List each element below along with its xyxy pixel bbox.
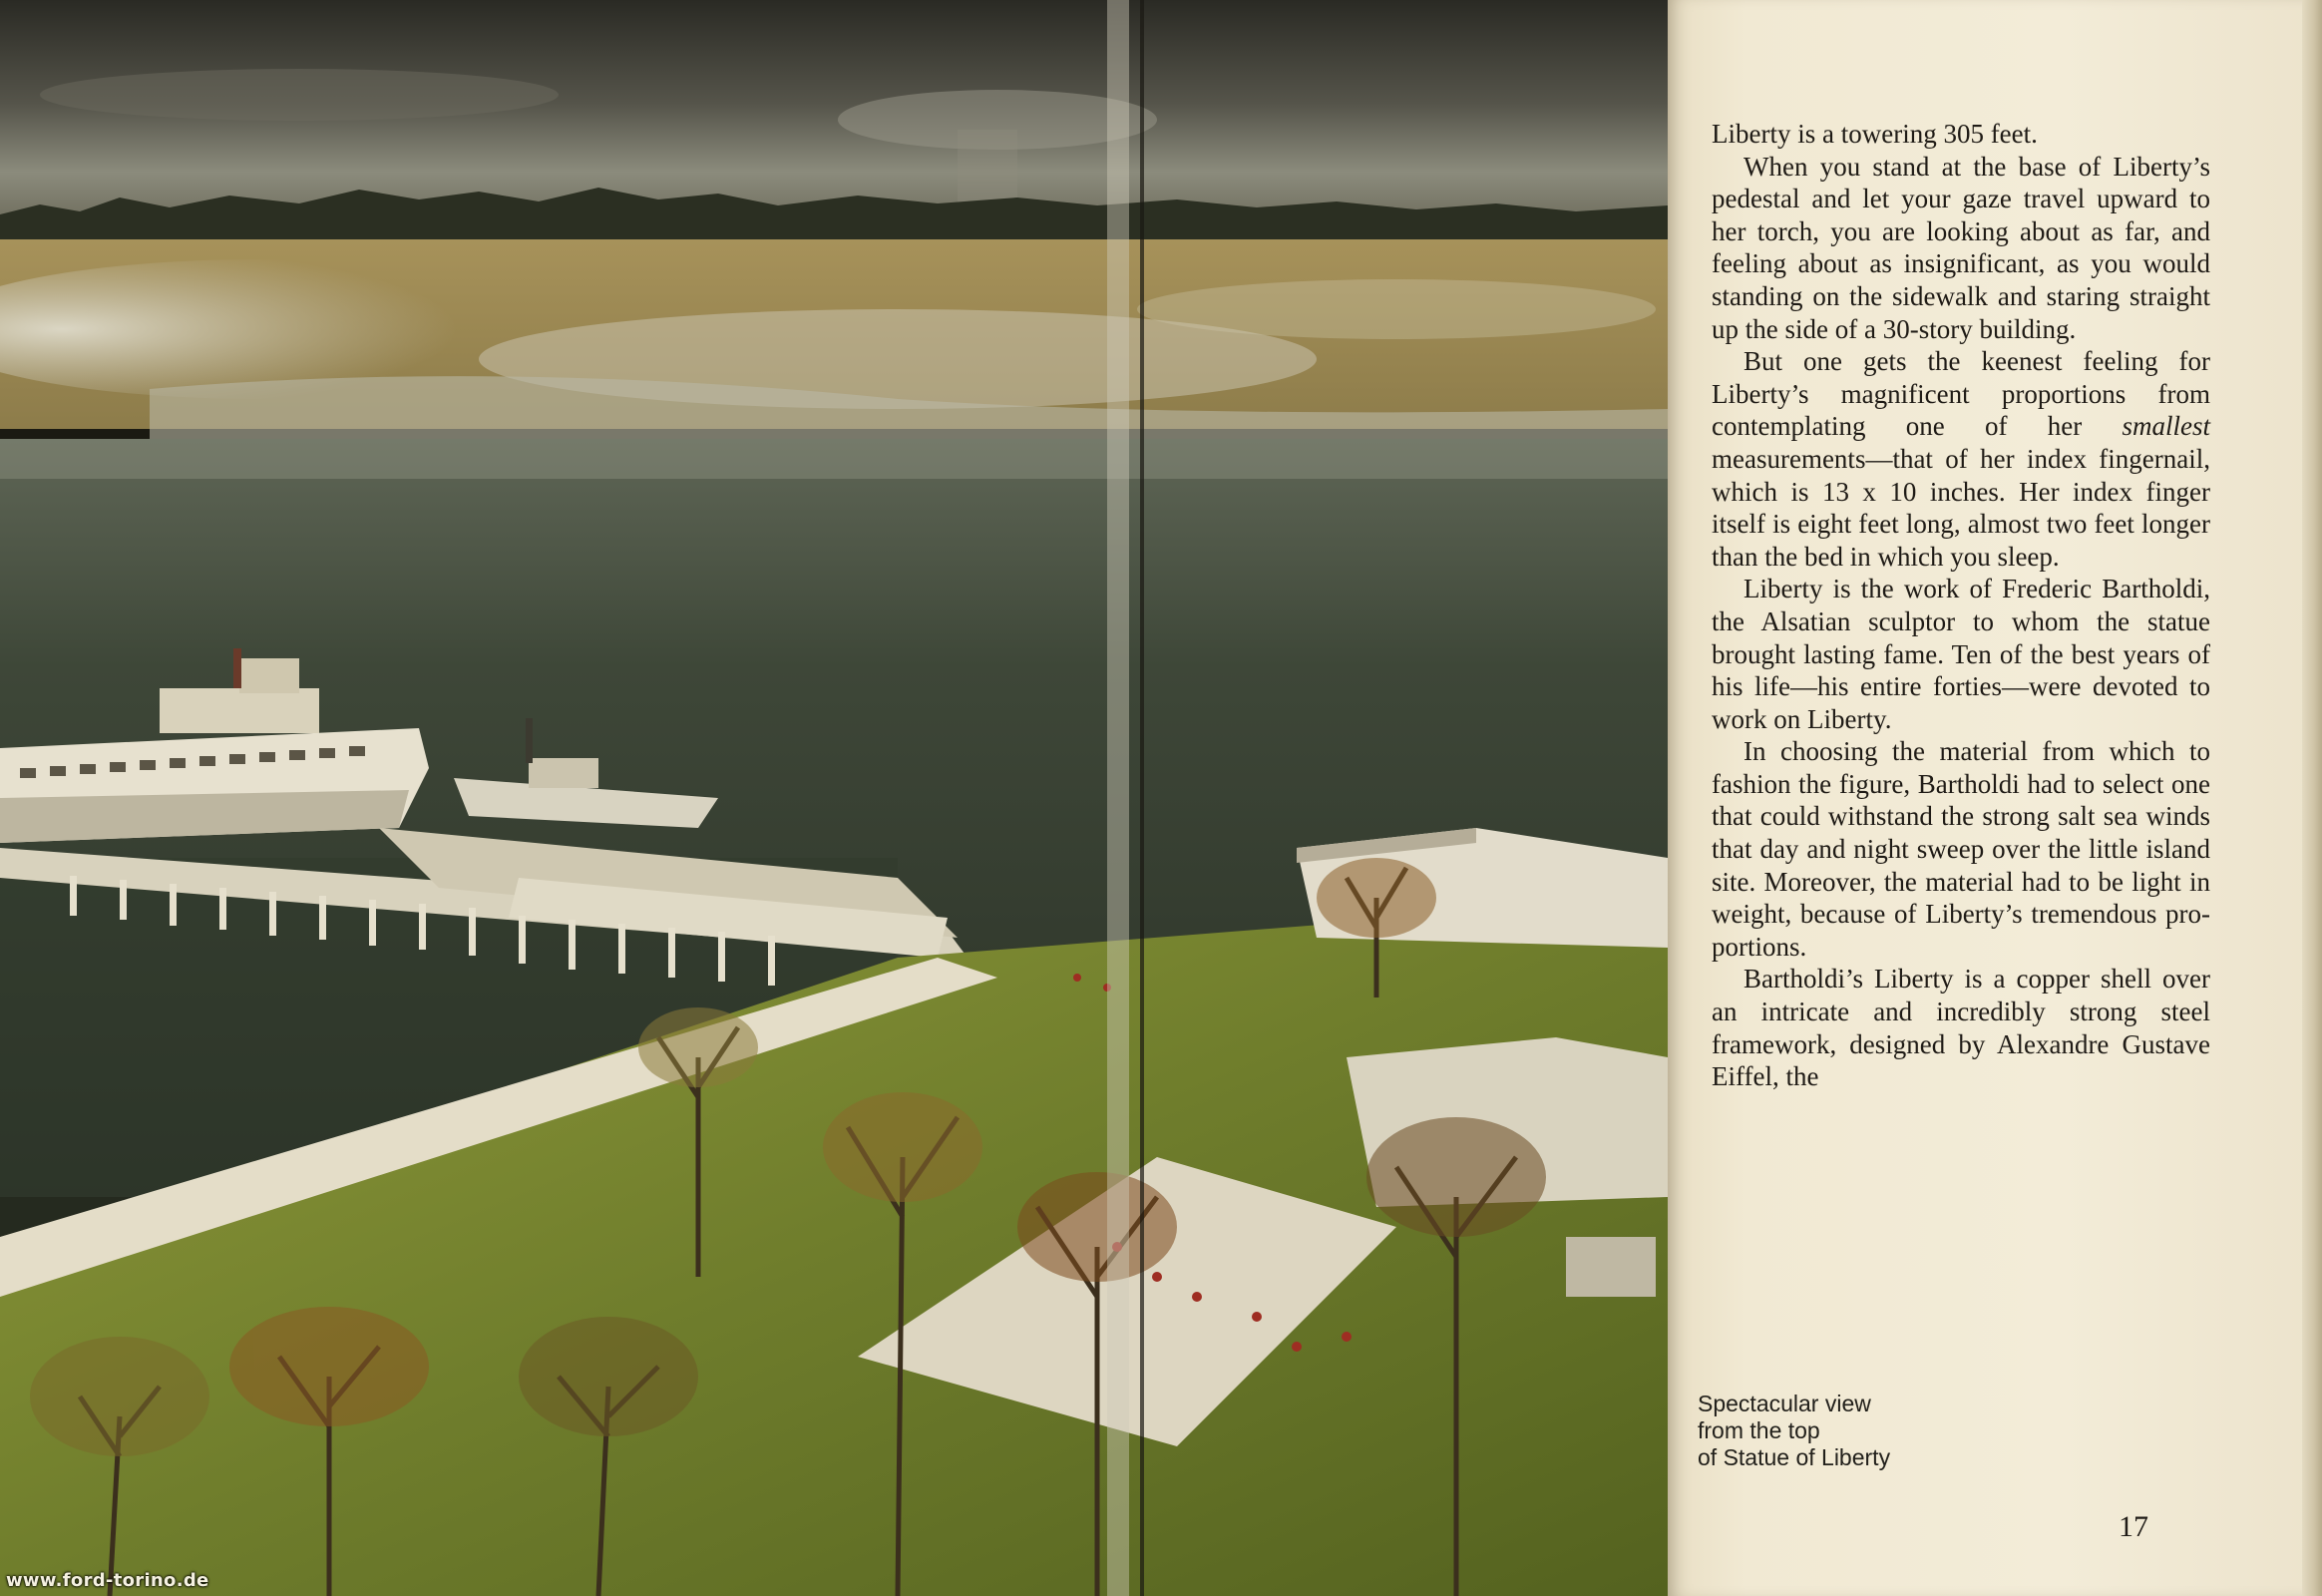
paragraph-3-end: measurements—that of her index fingernail, which is 13 x 10 inches. Her index finger itself is eight feet long, almost two feet longer than the bed in which you sleep. <box>1712 443 2210 572</box>
paragraph-2: When you stand at the base of Liberty’s pedestal and let your gaze travel upward to her torch, you are looking about as far, and feeling about as insignificant, as you would standing on the sidewalk and staring straight up the side of a 30-story building. <box>1712 151 2210 344</box>
caption-line-3: of Statue of Liberty <box>1698 1444 1891 1470</box>
article-body <box>1712 118 2210 1093</box>
page-gutter <box>1107 0 1129 1596</box>
paragraph-5: In choosing the material from which to fashion the figure, Bartholdi had to select one that could withstand the strong salt sea winds that day and night sweep over the little island site. Moreover, the material had to be light in weight, because of Liberty’s tremendous proportions. <box>1712 736 2210 962</box>
page-number: 17 <box>2119 1510 2148 1543</box>
paragraph-4: Liberty is the work of Frederic Bartholdi, the Alsatian sculptor to whom the statue brought lasting fame. Ten of the best years of his life—his entire forties—were devoted to work on Liberty. <box>1712 574 2210 734</box>
text-page <box>1668 0 2322 1596</box>
caption-line-1: Spectacular view <box>1698 1391 1871 1416</box>
illustration-caption <box>1698 1391 2017 1471</box>
paragraph-6: Bartholdi’s Liberty is a copper shell over an intricate and incredibly strong steel framework, designed by Alexandre Gustave Eiffel, the <box>1712 964 2210 1092</box>
caption-line-2: from the top <box>1698 1417 1820 1443</box>
page-edge <box>2302 0 2322 1596</box>
paragraph-1: Liberty is a towering 305 feet. <box>1712 119 2038 149</box>
paragraph-3-start: But one gets the keenest feeling for Liberty’s magnificent proportions from contemplating one of her <box>1712 346 2210 442</box>
paragraph-3 <box>1712 345 2210 573</box>
emphasis-smallest: smallest <box>2122 411 2210 442</box>
watermark: www.ford-torino.de <box>6 1570 209 1591</box>
